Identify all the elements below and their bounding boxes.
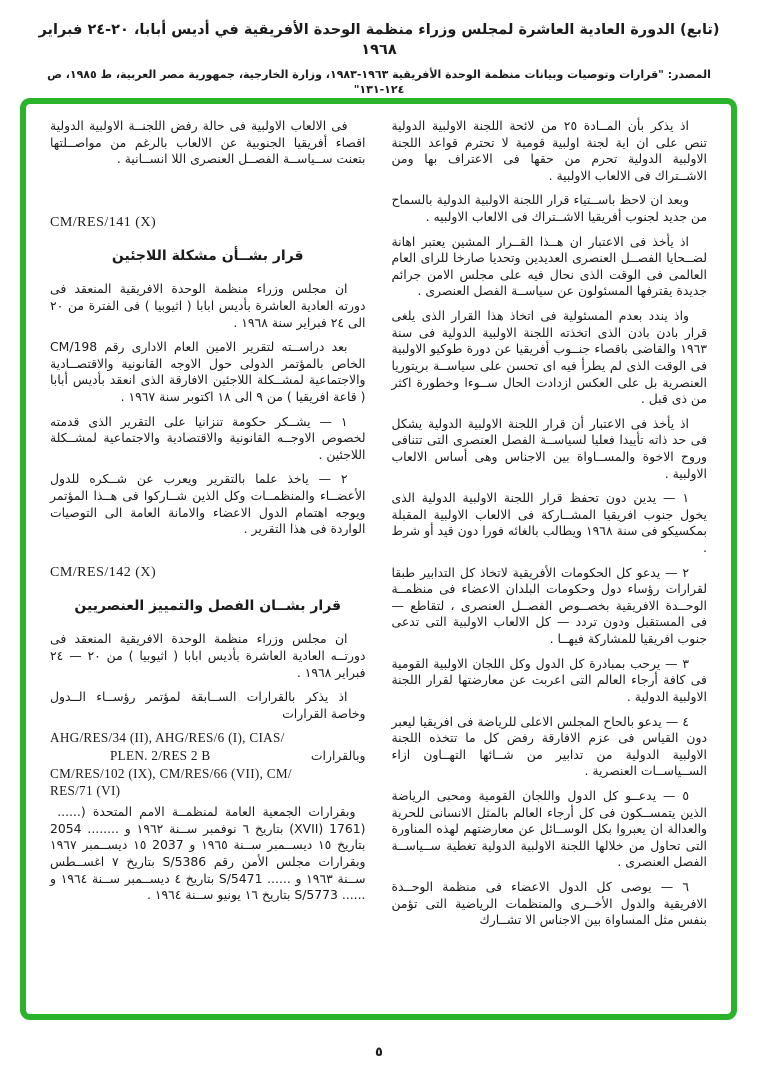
reference-line-mixed <box>50 747 366 765</box>
page-header <box>0 20 758 97</box>
numbered-item-2: ٢ — ياخذ علما بالتقرير ويعرب عن شــكره للدول الأعضــاء والمنظمــات وكل الذين شــاركوا فى هــذا المؤتمر ويوجه اهتمام الدول الاعضاء والامانة العامة الى التوصيات الواردة فى هذا التقرير . <box>50 471 366 537</box>
resolution-title-refugees: قرار بشــأن مشكلة اللاجئين <box>111 247 304 264</box>
paragraph: اذ يأخذ فى الاعتبار أن قرار اللجنة الاولبية الدولية يشكل فى حد ذاته تأييدا فعليا لسياســة الفصل العنصرى التى تتنافى وروح الاخوة والمســاواة بين الاجناس وهى أساس الالعاب الاولبية . <box>391 415 707 481</box>
numbered-item-4: ٤ — يدعو بالحاح المجلس الاعلى للرياضة فى افريقيا ليعبر دون القياس فى عزم الافارقة رفض كل ما تتخذه اللجنة الاولبية الدولية من تدابير من شــائها التهــاون ازاء الســياســات العنصرية . <box>391 713 707 779</box>
session-title: (تابع) الدورة العادية العاشرة لمجلس وزراء منظمة الوحدة الأفريقية في أديس أبابا، ٢٠-٢٤ فبراير ١٩٦٨ <box>38 22 720 59</box>
paragraph: اذ يأخذ فى الاعتبار ان هــذا القــرار المشين يعتبر اهانة لضــحايا الفصــل العنصرى العديدين وتحديا صارخا للراى العام العالمى فى الوقت الذى نحال فيه على مجلس الامن جرائم جديدة يقترفها المسئولون عن سياســة الفصل العنصرى . <box>391 233 707 299</box>
paragraph: واذ يندد بعدم المسئولية فى اتخاذ هذا القرار الذى يلغى قرار بادن بادن الذى اتخذته اللجنة الاولبية الدولية فى سنة ١٩٦٣ والقاضى باقصاء جنــوب أفريقيا عن دورة طوكيو الاولبية فى الوقت الذى لم يطرأ فيه اى تحسن على سياســة بريتوريا العنصرية بل على العكس ازدادت الحال ســوءا وخطورة اكثر من ذى قبل . <box>391 308 707 407</box>
numbered-item-1: ١ — يدين دون تحفظ قرار اللجنة الاولبية الدولية الذى يخول جنوب افريقيا المشــاركة فى الالعاب الاولبية المقبلة بمكسيكو فى سنة ١٩٦٨ ويطالب بالغائه فورا دون قيد أو شرط . <box>391 490 707 556</box>
resolution-references <box>50 729 366 800</box>
numbered-item-3: ٣ — يرحب بمبادرة كل الدول وكل اللجان الاولبية القومية فى كافة أرجاء العالم التى اعربت عن معارضتها لقرار اللجنة الاولبية الدولية . <box>391 655 707 704</box>
numbered-item-1: ١ — يشــكر حكومة تنزانيا على التقرير الذى قدمته لخصوص الاوجــه القانونية والاقتصادية والاجتماعية لمشــكلة اللاجئين . <box>50 413 366 462</box>
paragraph: وبعد ان لاحظ باســتياء قرار اللجنة الاولبية الدولية بالسماح من جديد لجنوب أفريقيا الاشــتراك فى الالعاب الاولبيه . <box>391 192 707 225</box>
reference-line: CM/RES/102 (IX), CM/RES/66 (VII), CM/ <box>50 765 292 781</box>
paragraph: اذ يذكر بأن المــادة ٢٥ من لائحة اللجنة الاولبية الدولية تنص على ان اية لجنة اولبية قومية لا تحترم قواعد اللجنة الاولبية الدولية تحرم من حقها فى الاعتراف بها ومن الاشــتراك فى الالعاب الاولبية . <box>391 118 707 183</box>
paragraph: ان مجلس وزراء منظمة الوحدة الافريقية المنعقد فى دورتــه العادية العاشرة بأديس ابابا ( اثيوبيا ) من ٢٠ — ٢٤ فبراير ١٩٦٨ . <box>50 631 366 680</box>
two-column-layout <box>50 118 707 1004</box>
continuation-paragraph: فى الالعاب الاولبية فى حالة رفض اللجنــة الاولبية الدولية اقصاء أفريقيا الجنوبية عن الالعاب بالرغم من مواصــلتها بتعنت ســياســة الفصــل العنصرى اللا انســانية . <box>50 118 366 167</box>
source-citation: المصدر: "قرارات وتوصيات وبيانات منظمة الوحدة الأفريقية ١٩٦٣-١٩٨٣، وزارة الخارجية، جمهورية مصر العربية، ط ١٩٨٥، ص ١٢٤-١٣١" <box>47 67 711 96</box>
reference-line: AHG/RES/34 (II), AHG/RES/6 (I), CIAS/ <box>50 730 285 746</box>
page-number: ٥ <box>375 1045 383 1060</box>
paragraph: ان مجلس وزراء منظمة الوحدة الافريقية المنعقد فى دورته العادية العاشرة بأديس ابابا ( اثيوبيا ) فى الفترة من ٢٠ الى ٢٤ فبراير سنة ١٩٦٨ . <box>50 281 366 330</box>
numbered-item-5: ٥ — يدعــو كل الدول واللجان القومية ومحبى الرياضة الذين يتمســكون فى كل أرجاء العالم بالمثل الانسانى للحرية والعدالة ان يعبروا بكل الوســائل عن معارضتهم لهذه المناورة التى تحاول من خلالها اللجنة الاولبية الدولية تغطية ســياســة الفصل العنصرى . <box>391 787 707 870</box>
reference-code: PLEN. 2/RES 2 B <box>110 748 211 764</box>
document-frame <box>20 98 737 1020</box>
resolution-code-141: CM/RES/141 (X) <box>50 214 157 230</box>
numbered-item-2: ٢ — يدعو كل الحكومات الأفريقية لاتخاذ كل التدابير طبقا لقرارات رؤساء دول وحكومات البلدان الاعضاء فى منظمــة الوحــدة الافريقية بخصــوص الفصــل العنصرى ، لتقاطع — فى المستقبل ودون تردد — كل الالعاب الاولبية التى تدعى جنوب افريقيا للمشاركة فيهــا . <box>391 564 707 647</box>
paragraph: بعد دراســته لتقرير الامين العام الادارى رقم CM/198 الخاص بالمؤتمر الدولى حول الاوجه القانونية والاقتصــادية والاجتماعية لمشــكلة اللاجئين الافارقة الذى انعقد بأديس أبابا ( قاعة افريقيا ) من ٩ الى ١٨ اكتوبر سنة ١٩٦٧ . <box>50 339 366 404</box>
paragraph: اذ يذكر بالقرارات الســابقة لمؤتمر رؤســاء الــدول وخاصة القرارات <box>50 689 366 721</box>
un-resolutions-paragraph: وبقرارات الجمعية العامة لمنظمــة الامم المتحدة (...... (1761 (XVII) بتاريخ ٦ نوفمبر ســنة ١٩٦٢ و ........ 2054 بتاريخ ١٥ ديســمبر ســنة ١٩٦٥ و 2037 ١٥ ديســمبر ١٩٦٧ وبقرارات مجلس الأمن رقم S/5386 بتاريخ ٧ اغســطس ســنة ١٩٦٣ و ...... S/5471 بتاريخ ٤ ديســمبر ســنة ١٩٦٤ و ...... S/5773 بتاريخ ١٦ يونيو ســنة ١٩٦٤ . <box>50 804 366 903</box>
column-left <box>50 118 366 1004</box>
resolution-title-apartheid: قرار بشــان الفصل والتمييز العنصريين <box>74 597 342 614</box>
resolution-code-142: CM/RES/142 (X) <box>50 564 157 580</box>
column-right <box>392 118 708 1004</box>
reference-arabic-label: وبالقرارات <box>310 748 366 764</box>
reference-line: RES/71 (VI) <box>50 783 121 799</box>
numbered-item-6: ٦ — يوصى كل الدول الاعضاء فى منظمة الوحــدة الافريقية والدول الأخــرى والمنظمات الرياضية التى تؤمن بنفس مثل المساواة بين الاجناس الا تشــارك <box>391 878 707 928</box>
